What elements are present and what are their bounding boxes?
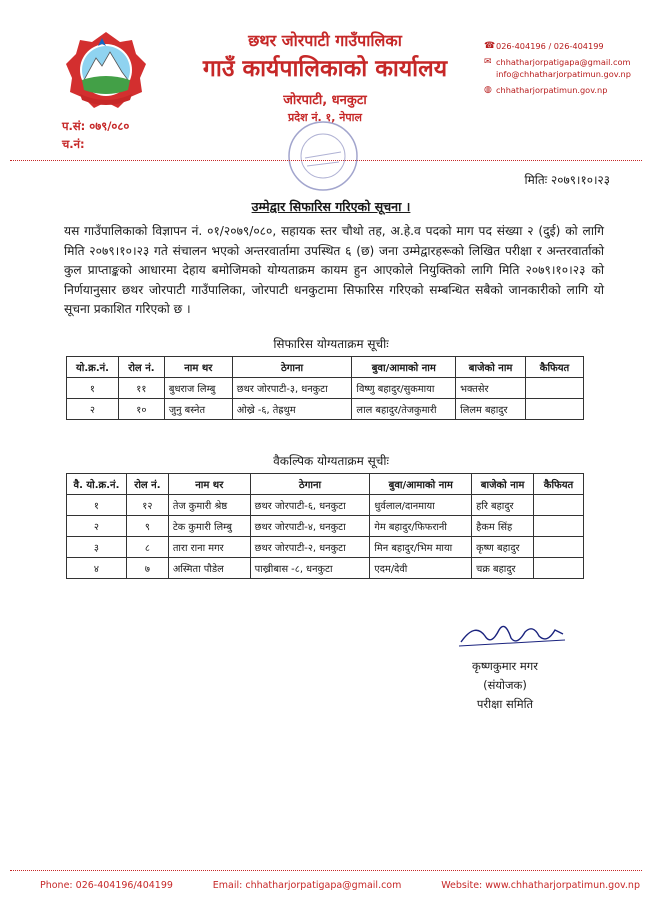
alternate-table [66, 473, 584, 579]
table-cell: छथर जोरपाटी-२, धनकुटा [250, 537, 370, 558]
table-cell [534, 516, 584, 537]
table-header-row [67, 474, 584, 495]
table-cell: १२ [126, 495, 168, 516]
table-cell: छथर जोरपाटी-३, धनकुटा [232, 378, 352, 399]
globe-icon: ◍ [484, 85, 492, 95]
column-header: कैफियत [526, 357, 584, 378]
contact-website[interactable]: chhatharjorpatimun.gov.np [496, 85, 608, 95]
table-cell [534, 537, 584, 558]
footer-phone: Phone: 026-404196/404199 [40, 880, 173, 891]
column-header: वै. यो.क्र.नं. [67, 474, 127, 495]
signatory-name: कृष्णकुमार मगर [472, 659, 538, 673]
table-cell: छथर जोरपाटी-४, धनकुटा [250, 516, 370, 537]
table-cell: तारा राना मगर [168, 537, 250, 558]
table-cell: पाख्रीबास -८, धनकुटा [250, 558, 370, 579]
table-cell: ओख्रे -६, तेह्रथुम [232, 399, 352, 420]
contact-block [484, 40, 656, 100]
signatory-committee: परीक्षा समिति [476, 697, 534, 711]
office-stamp [285, 118, 361, 194]
table-row [67, 516, 584, 537]
signature [455, 616, 570, 652]
table-cell [534, 558, 584, 579]
table-header-row [67, 357, 584, 378]
table-cell [534, 495, 584, 516]
recommended-caption: सिफारिस योग्यताक्रम सूचीः [273, 337, 389, 351]
table-cell: तेज कुमारी श्रेष्ठ [168, 495, 250, 516]
signatory-block [450, 657, 560, 714]
notice-date: मितिः २०७९।१०।२३ [524, 173, 610, 187]
column-header: ठेगाना [250, 474, 370, 495]
table-row [67, 399, 584, 420]
table-cell: ८ [126, 537, 168, 558]
footer-divider [10, 870, 642, 871]
table-cell: जुनु बस्नेत [164, 399, 232, 420]
table-cell: भक्तसेर [456, 378, 526, 399]
column-header: रोल नं. [126, 474, 168, 495]
table-cell: टेक कुमारी लिम्बु [168, 516, 250, 537]
footer-email[interactable]: Email: chhatharjorpatigapa@gmail.com [212, 880, 402, 891]
notice-title: उम्मेद्वार सिफारिस गरिएको सूचना । [251, 199, 411, 214]
table-cell: कृष्ण बहादुर [472, 537, 534, 558]
dispatch-number: च.नं: [62, 137, 85, 151]
contact-email-2[interactable]: info@chhatharjorpatimun.gov.np [496, 69, 631, 79]
notice-body: यस गाउँपालिकाको विज्ञापन नं. ०१/२०७९/०८०, सहायक स्तर चौथो तह, अ.हे.व पदको माग पद संख्या २ (दुई) को लागि मिति २०७९।१०।२३ गते संचालन भएको अन्तरवार्तामा उपस्थित ६ (छ) जना उम्मेद्वारहरूको लिखित परीक्षा र अन्तरवार्ताको कुल प्राप्ताङ्कको आधारमा देहाय बमोजिमको योग्यताक्रम कायम हुन आएकोले नियुक्तिको लागि मिति २०७९।१०।२३ को निर्णयानुसार छथर जोरपाटी गाउँपालिका, जोरपाटी धनकुटामा सिफारिस गरिएको सम्बन्धित सबैको जानकारीको लागि यो सूचना प्रकाशित गरिएको छ । [64, 224, 604, 316]
column-header: यो.क्र.नं. [67, 357, 119, 378]
footer-website[interactable]: Website: www.chhatharjorpatimun.gov.np [441, 880, 640, 891]
table-row [67, 537, 584, 558]
table-cell: विष्णु बहादुर/सुकमाया [352, 378, 456, 399]
signatory-role: (संयोजक) [483, 678, 527, 692]
column-header: बुवा/आमाको नाम [370, 474, 472, 495]
table-cell: गेम बहादुर/फिफरानी [370, 516, 472, 537]
table-cell: १० [118, 399, 164, 420]
table-cell: ४ [67, 558, 127, 579]
header-divider [10, 160, 642, 161]
table-cell [526, 378, 584, 399]
alternate-caption: वैकल्पिक योग्यताक्रम सूचीः [273, 454, 389, 468]
footer [40, 880, 640, 891]
column-header: कैफियत [534, 474, 584, 495]
table-cell: छथर जोरपाटी-६, धनकुटा [250, 495, 370, 516]
table-cell: एदम/देवी [370, 558, 472, 579]
office-address: जोरपाटी, धनकुटा [283, 93, 367, 108]
table-cell: ७ [126, 558, 168, 579]
table-cell: १ [67, 495, 127, 516]
table-cell: १ [67, 378, 119, 399]
table-cell: हरि बहादुर [472, 495, 534, 516]
table-cell: बुधराज लिम्बु [164, 378, 232, 399]
table-row [67, 378, 584, 399]
table-cell: धुर्वलाल/दानमाया [370, 495, 472, 516]
column-header: बाजेको नाम [472, 474, 534, 495]
table-cell: २ [67, 399, 119, 420]
column-header: ठेगाना [232, 357, 352, 378]
table-cell: लाल बहादुर/तेजकुमारी [352, 399, 456, 420]
province-line: प्रदेश नं. १, नेपाल [288, 111, 362, 124]
table-cell: लिलम बहादुर [456, 399, 526, 420]
contact-phone: 026-404196 / 026-404199 [496, 41, 604, 51]
table-cell: ९ [126, 516, 168, 537]
column-header: बाजेको नाम [456, 357, 526, 378]
table-cell: हैकम सिंह [472, 516, 534, 537]
table-cell: ३ [67, 537, 127, 558]
ref-number: प.सं: ०७९/०८० [62, 119, 130, 133]
column-header: नाम थर [164, 357, 232, 378]
table-cell: ११ [118, 378, 164, 399]
office-name: गाउँ कार्यपालिकाको कार्यालय [202, 56, 448, 82]
table-cell: मिन बहादुर/भिम माया [370, 537, 472, 558]
reference-block [62, 117, 129, 153]
table-cell: २ [67, 516, 127, 537]
table-cell [526, 399, 584, 420]
column-header: नाम थर [168, 474, 250, 495]
column-header: बुवा/आमाको नाम [352, 357, 456, 378]
contact-email-1[interactable]: chhatharjorpatigapa@gmail.com [496, 57, 631, 67]
table-row [67, 495, 584, 516]
mail-icon: ✉ [484, 57, 492, 67]
nepal-emblem-logo [62, 28, 150, 112]
phone-icon: ☎ [484, 41, 496, 51]
recommended-table [66, 356, 584, 420]
table-cell: अस्मिता पौडेल [168, 558, 250, 579]
municipality-name: छथर जोरपाटी गाउँपालिका [248, 31, 402, 50]
table-row [67, 558, 584, 579]
column-header: रोल नं. [118, 357, 164, 378]
table-cell: चक्र बहादुर [472, 558, 534, 579]
